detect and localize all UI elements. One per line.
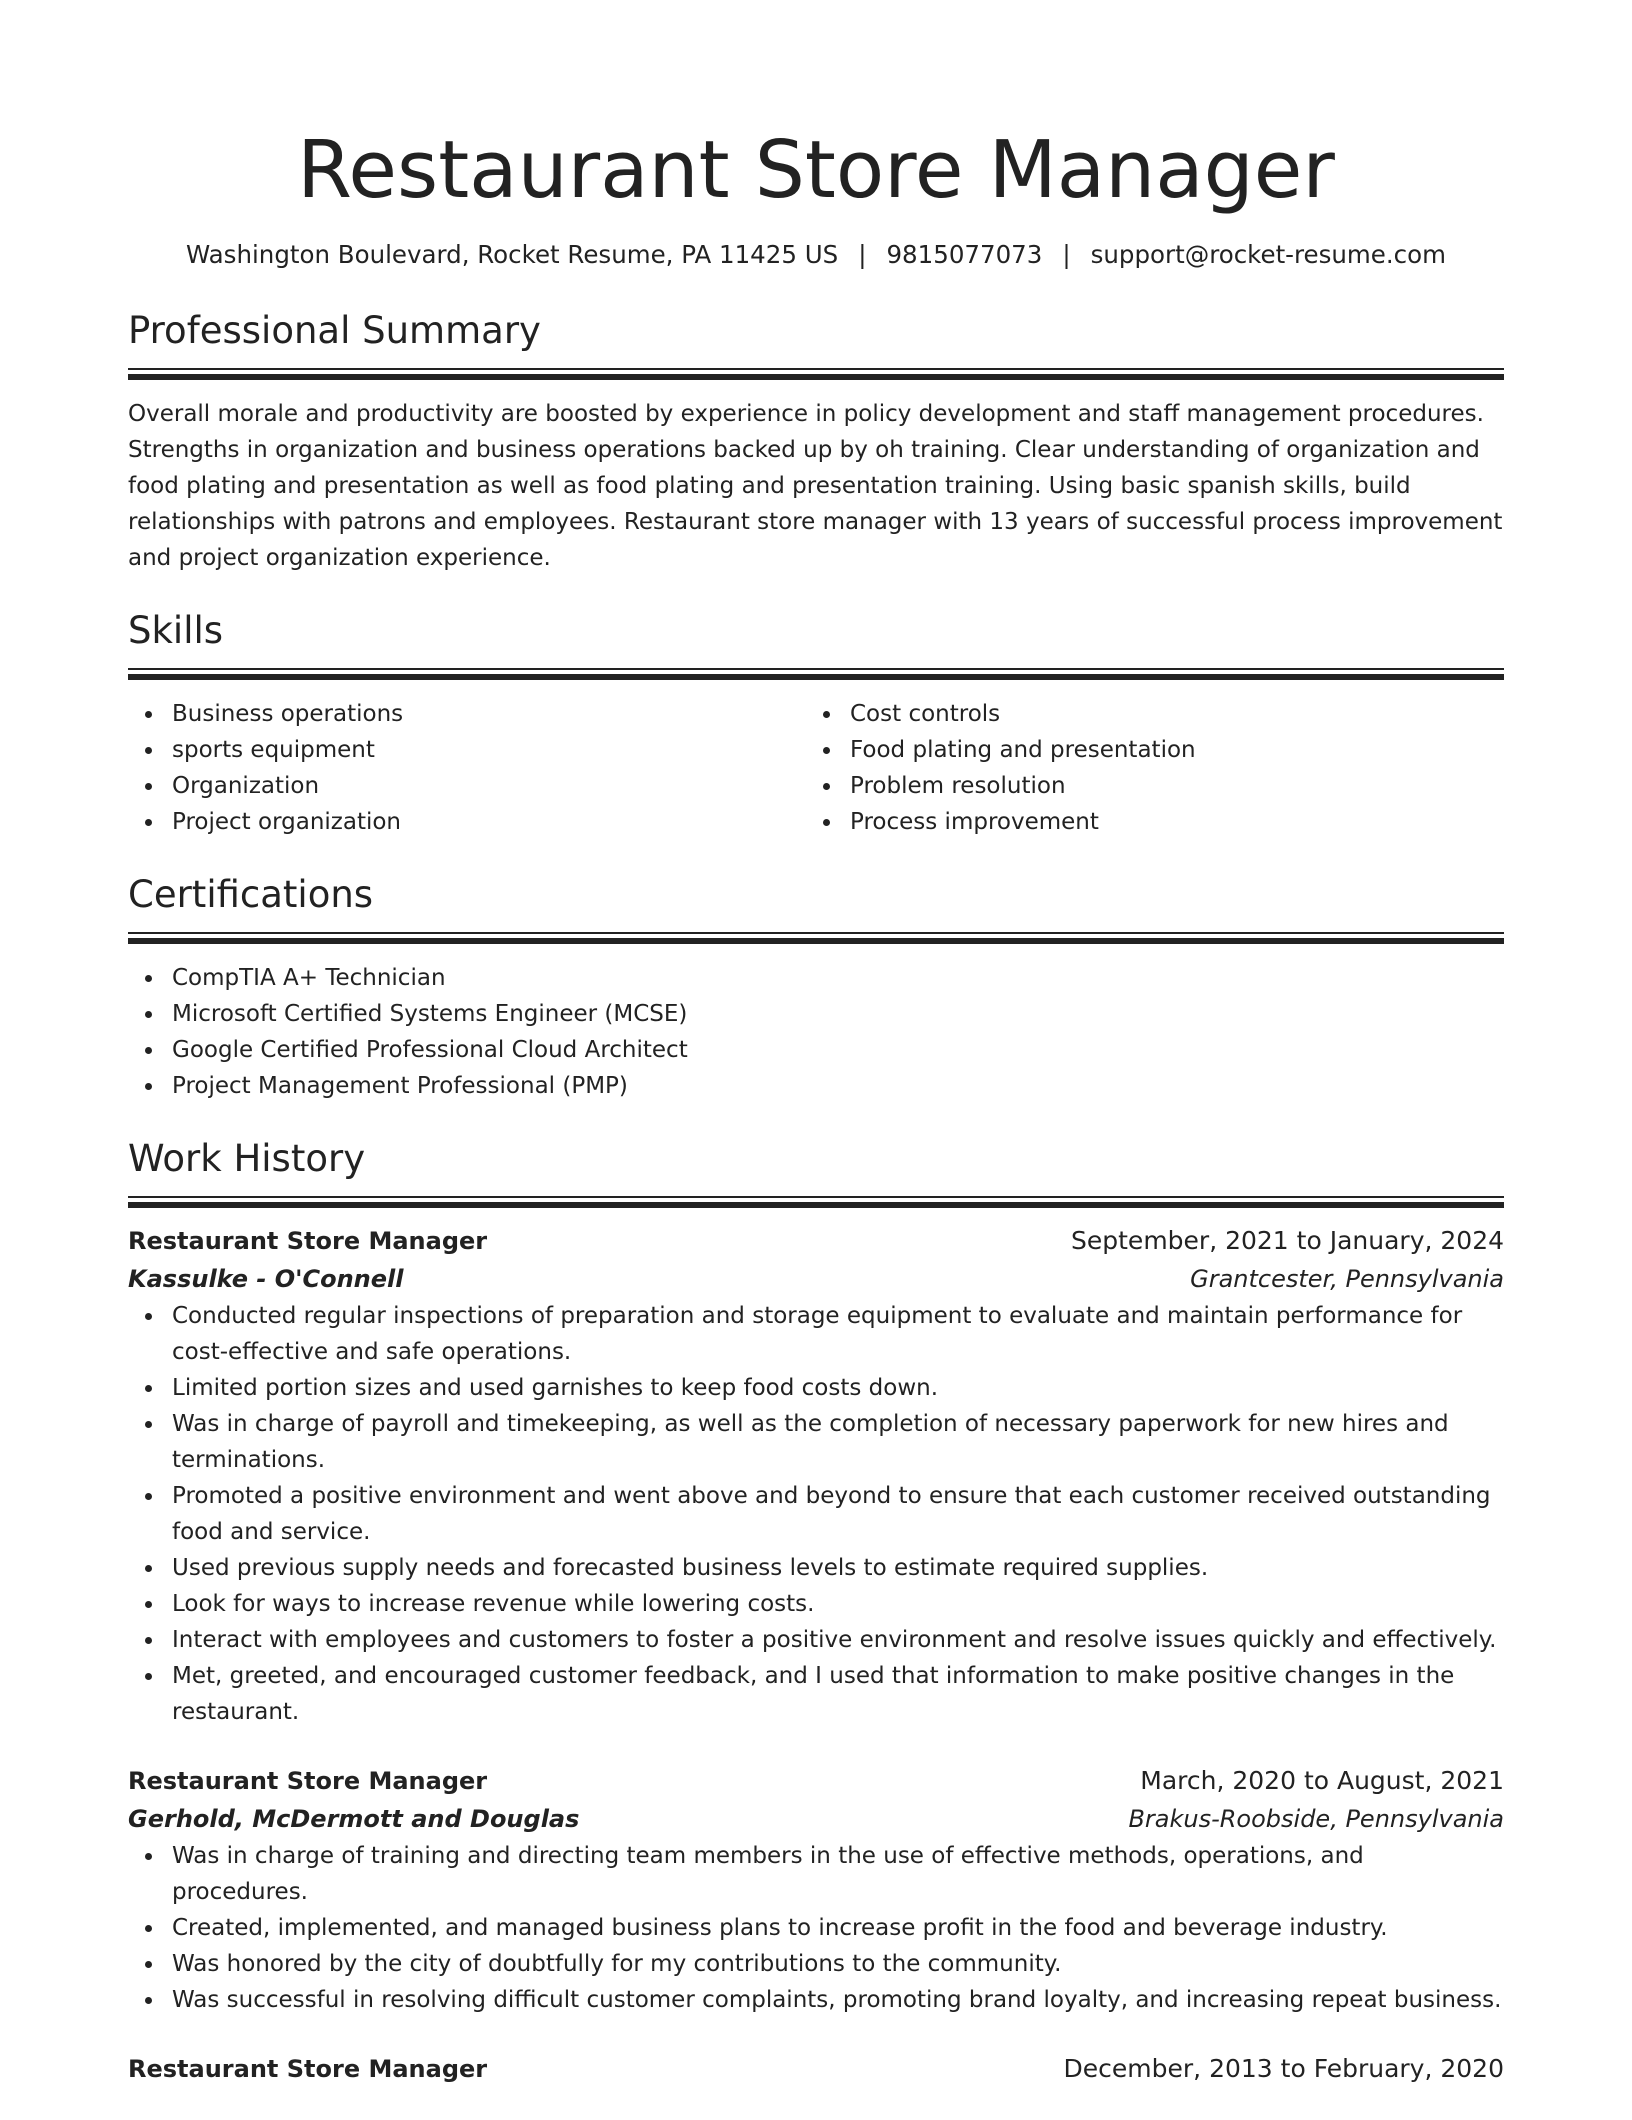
job-header xyxy=(128,1762,1504,1800)
certifications-list xyxy=(128,960,1504,1104)
job-header xyxy=(128,1222,1504,1260)
skills-list-left xyxy=(128,696,806,840)
contact-phone: 9815077073 xyxy=(886,240,1043,269)
job-duty: Used previous supply needs and forecasted business levels to estimate required supplies. xyxy=(172,1550,1504,1586)
job-company: Kassulke - O'Connell xyxy=(128,1265,404,1293)
job-duty: Was in charge of payroll and timekeeping, as well as the completion of necessary paperwork for new hires and terminations. xyxy=(172,1406,1504,1478)
job-title: Restaurant Store Manager xyxy=(128,1767,488,1795)
skill-item: Cost controls xyxy=(850,696,1484,732)
contact-separator: | xyxy=(1062,240,1071,269)
skill-item: Problem resolution xyxy=(850,768,1484,804)
skills-column-left xyxy=(128,696,806,840)
certification-item: Google Certified Professional Cloud Architect xyxy=(172,1032,1504,1068)
job-dates: December, 2013 to February, 2020 xyxy=(1063,2054,1504,2083)
job-title: Restaurant Store Manager xyxy=(128,2055,488,2083)
job-subheader xyxy=(128,1260,1504,1298)
job-duty: Created, implemented, and managed business plans to increase profit in the food and beverage industry. xyxy=(172,1910,1504,1946)
job-location: Brakus-Roobside, Pennsylvania xyxy=(1128,1805,1504,1833)
section-divider xyxy=(128,1196,1504,1208)
job-duty: Was successful in resolving difficult customer complaints, promoting brand loyalty, and increasing repeat business. xyxy=(172,1982,1504,2018)
section-divider xyxy=(128,932,1504,944)
contact-line xyxy=(128,238,1504,272)
resume-page xyxy=(128,0,1504,2120)
summary-text: Overall morale and productivity are boosted by experience in policy development and staff management procedures. Strengths in organization and business operations backed up by oh training. Clear understanding of organization and food plating and presentation as well as food plating and presentation training. Using basic spanish skills, build relationships with patrons and employees. Restaurant store manager with 13 years of successful process improvement and project organization experience. xyxy=(128,401,1503,571)
job-dates: September, 2021 to January, 2024 xyxy=(1071,1226,1504,1255)
job-entry xyxy=(128,1222,1504,1730)
job-entry xyxy=(128,2050,1504,2088)
job-entry xyxy=(128,1762,1504,2018)
skills-heading: Skills xyxy=(128,609,224,652)
job-duties-list xyxy=(128,1838,1504,2018)
certifications-heading: Certifications xyxy=(128,873,374,916)
job-duty: Was honored by the city of doubtfully for my contributions to the community. xyxy=(172,1946,1504,1982)
certification-item: CompTIA A+ Technician xyxy=(172,960,1504,996)
job-duty: Look for ways to increase revenue while lowering costs. xyxy=(172,1586,1504,1622)
work-history-section xyxy=(128,1136,1504,2088)
skills-section xyxy=(128,608,1504,840)
contact-email: support@rocket-resume.com xyxy=(1090,240,1446,269)
job-company: Gerhold, McDermott and Douglas xyxy=(128,1805,580,1833)
job-header xyxy=(128,2050,1504,2088)
job-title: Restaurant Store Manager xyxy=(128,1227,488,1255)
section-divider xyxy=(128,368,1504,380)
certification-item: Project Management Professional (PMP) xyxy=(172,1068,1504,1104)
job-subheader xyxy=(128,1800,1504,1838)
job-duty: Was in charge of training and directing team members in the use of effective methods, operations, and procedures. xyxy=(172,1838,1504,1910)
work-history-heading: Work History xyxy=(128,1137,366,1180)
skill-item: sports equipment xyxy=(172,732,806,768)
job-duties-list xyxy=(128,1298,1504,1730)
resume-name: Restaurant Store Manager xyxy=(297,124,1335,216)
job-duty: Limited portion sizes and used garnishes to keep food costs down. xyxy=(172,1370,1504,1406)
summary-heading: Professional Summary xyxy=(128,309,541,352)
job-duty: Conducted regular inspections of preparation and storage equipment to evaluate and maintain performance for cost-effective and safe operations. xyxy=(172,1298,1504,1370)
job-location: Grantcester, Pennsylvania xyxy=(1190,1265,1504,1293)
skills-column-right xyxy=(806,696,1484,840)
job-duty: Promoted a positive environment and went above and beyond to ensure that each customer received outstanding food and service. xyxy=(172,1478,1504,1550)
skill-item: Organization xyxy=(172,768,806,804)
section-divider xyxy=(128,668,1504,680)
job-dates: March, 2020 to August, 2021 xyxy=(1140,1766,1504,1795)
skills-grid xyxy=(128,696,1504,840)
job-duty: Met, greeted, and encouraged customer feedback, and I used that information to make positive changes in the restaurant. xyxy=(172,1658,1504,1730)
skill-item: Food plating and presentation xyxy=(850,732,1484,768)
contact-address: Washington Boulevard, Rocket Resume, PA 11425 US xyxy=(186,240,839,269)
contact-separator: | xyxy=(858,240,867,269)
skill-item: Business operations xyxy=(172,696,806,732)
certification-item: Microsoft Certified Systems Engineer (MCSE) xyxy=(172,996,1504,1032)
job-duty: Interact with employees and customers to foster a positive environment and resolve issues quickly and effectively. xyxy=(172,1622,1504,1658)
summary-section xyxy=(128,308,1504,576)
skill-item: Process improvement xyxy=(850,804,1484,840)
skills-list-right xyxy=(806,696,1484,840)
skill-item: Project organization xyxy=(172,804,806,840)
certifications-section xyxy=(128,872,1504,1104)
